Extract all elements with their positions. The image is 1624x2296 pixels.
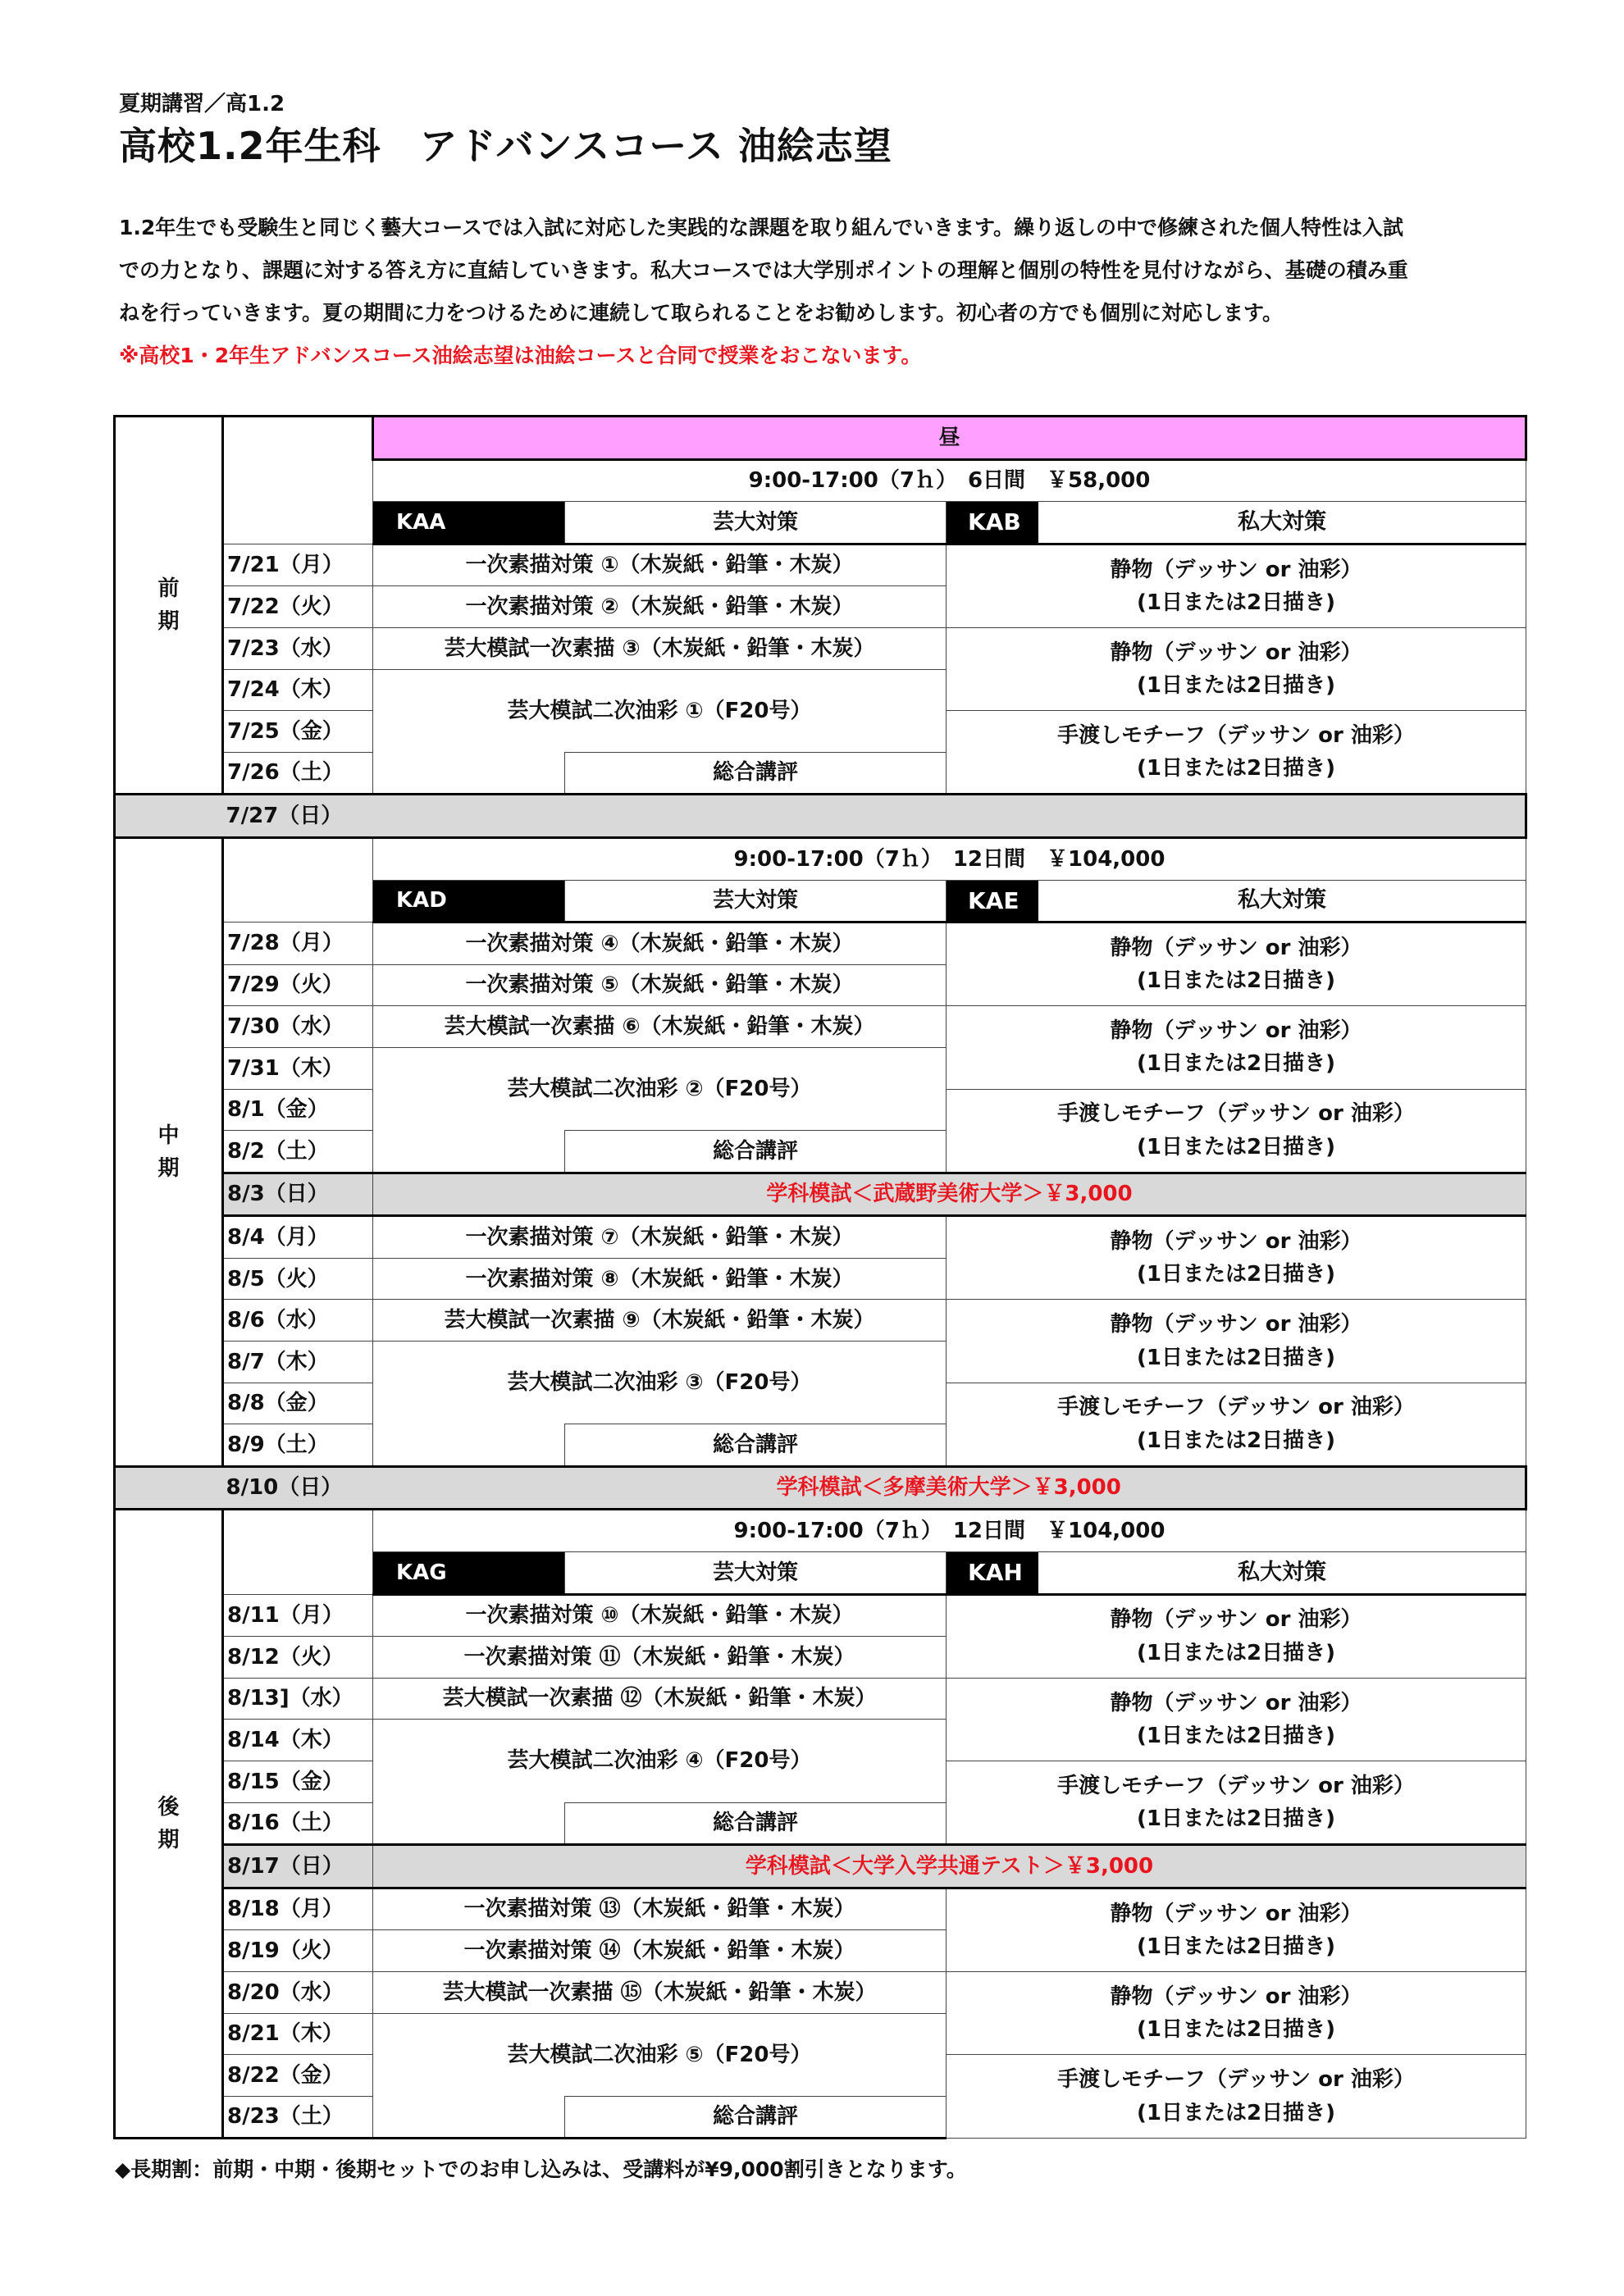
date-cell: 8/18（月）	[223, 1888, 373, 1930]
date-cell: 7/31（木）	[223, 1047, 373, 1089]
priv-task-line: 静物（デッサン or 油彩）	[1110, 1607, 1362, 1633]
term-info: 9:00-17:00（7ｈ） 12日間 ￥104,000	[373, 1510, 1526, 1552]
art-task: 芸大模試一次素描 ③（木炭紙・鉛筆・木炭）	[373, 627, 947, 669]
art-task: 芸大模試一次素描 ⑥（木炭紙・鉛筆・木炭）	[373, 1006, 947, 1048]
priv-task-line: 静物（デッサン or 油彩）	[1110, 1229, 1362, 1255]
priv-task-note: (1日または2日描き)	[1137, 673, 1335, 699]
sogo-cell: 総合講評	[565, 1131, 947, 1173]
date-cell: 7/29（火）	[223, 964, 373, 1006]
art-task: 芸大模試二次油彩 ②（F20号）	[373, 1047, 947, 1130]
art-task: 一次素描対策 ②（木炭紙・鉛筆・木炭）	[373, 586, 947, 628]
priv-task-note: (1日または2日描き)	[1137, 756, 1335, 781]
art-task: 一次素描対策 ⑤（木炭紙・鉛筆・木炭）	[373, 964, 947, 1006]
priv-task-note: (1日または2日描き)	[1137, 1806, 1335, 1832]
priv-task-note: (1日または2日描き)	[1137, 2017, 1335, 2043]
intro-line: ねを行っていきます。夏の期間に力をつけるために連続して取られることをお勧めします。初心者の方でも個別に対応します。	[119, 301, 1284, 325]
art-task: 一次素描対策 ⑭（木炭紙・鉛筆・木炭）	[373, 1930, 947, 1972]
blank-cell	[373, 2096, 565, 2139]
date-cell: 8/5（火）	[223, 1258, 373, 1300]
priv-task	[947, 711, 1526, 795]
column-priv-wrap	[947, 502, 1526, 544]
intro-line: での力となり、課題に対する答え方に直結していきます。私大コースでは大学別ポイントの理解と個別の特性を見付けながら、基礎の積み重	[119, 258, 1408, 282]
date-cell: 8/23（土）	[223, 2096, 373, 2139]
date-cell: 8/9（土）	[223, 1424, 373, 1467]
priv-task-note: (1日または2日描き)	[1137, 1723, 1335, 1748]
course-code-art: KAD	[373, 880, 565, 922]
blank-cell	[223, 417, 373, 544]
art-task: 一次素描対策 ⑧（木炭紙・鉛筆・木炭）	[373, 1258, 947, 1300]
term-label-text: 中期	[157, 1123, 180, 1181]
priv-task-line: 静物（デッサン or 油彩）	[1110, 640, 1362, 665]
sogo-cell: 総合講評	[565, 752, 947, 795]
mock-exam: 学科模試＜大学入学共通テスト＞￥3,000	[373, 1845, 1526, 1888]
blank-cell	[373, 752, 565, 795]
priv-task	[947, 1383, 1526, 1466]
blank-cell	[373, 1131, 565, 1173]
intro-note: ※高校1・2年生アドバンスコース油絵志望は油絵コースと合同で授業をおこないます。	[119, 344, 922, 367]
date-cell: 8/19（火）	[223, 1930, 373, 1972]
term-label	[115, 1510, 223, 2139]
date-cell: 8/3（日）	[223, 1173, 373, 1216]
blank-cell	[373, 1424, 565, 1467]
date-cell: 7/23（水）	[223, 627, 373, 669]
priv-task-note: (1日または2日描き)	[1137, 1428, 1335, 1453]
kicker: 夏期講習／高1.2	[119, 92, 285, 116]
priv-task-note: (1日または2日描き)	[1137, 1134, 1335, 1159]
column-art: 芸大対策	[565, 880, 947, 922]
date-cell: 8/14（木）	[223, 1720, 373, 1761]
column-priv: 私大対策	[1238, 887, 1326, 913]
term-label-text: 前期	[157, 576, 180, 635]
priv-task	[947, 922, 1526, 1006]
column-priv: 私大対策	[1238, 1559, 1326, 1585]
sogo-cell: 総合講評	[565, 1424, 947, 1467]
art-task: 芸大模試一次素描 ⑮（木炭紙・鉛筆・木炭）	[373, 1971, 947, 2013]
mock-exam: 学科模試＜多摩美術大学＞￥3,000	[373, 1466, 1526, 1510]
blank-cell	[115, 1466, 223, 1510]
date-cell: 8/16（土）	[223, 1802, 373, 1845]
priv-task-line: 静物（デッサン or 油彩）	[1110, 1690, 1362, 1715]
priv-task-line: 静物（デッサン or 油彩）	[1110, 1018, 1362, 1044]
priv-task-line: 手渡しモチーフ（デッサン or 油彩）	[1057, 2067, 1415, 2093]
footnote: ◆長期割：前期・中期・後期セットでのお申し込みは、受講料が¥9,000割引きとなります。	[115, 2157, 967, 2181]
date-cell: 8/13]（水）	[223, 1678, 373, 1720]
intro-text	[119, 207, 1521, 377]
date-cell: 8/6（水）	[223, 1300, 373, 1342]
priv-task-note: (1日または2日描き)	[1137, 590, 1335, 615]
date-cell: 7/22（火）	[223, 586, 373, 628]
art-task: 一次素描対策 ④（木炭紙・鉛筆・木炭）	[373, 922, 947, 965]
column-priv-wrap	[947, 880, 1526, 922]
art-task: 芸大模試二次油彩 ①（F20号）	[373, 669, 947, 752]
term-label	[115, 837, 223, 1466]
date-cell: 7/26（土）	[223, 752, 373, 795]
column-art: 芸大対策	[565, 502, 947, 544]
course-code-priv: KAB	[947, 502, 1038, 543]
blank-cell	[223, 1510, 373, 1594]
art-task: 芸大模試二次油彩 ④（F20号）	[373, 1720, 947, 1802]
priv-task	[947, 1594, 1526, 1678]
priv-task-line: 手渡しモチーフ（デッサン or 油彩）	[1057, 1395, 1415, 1420]
art-task: 芸大模試二次油彩 ⑤（F20号）	[373, 2013, 947, 2096]
date-cell: 7/25（金）	[223, 711, 373, 753]
art-task: 芸大模試一次素描 ⑨（木炭紙・鉛筆・木炭）	[373, 1300, 947, 1342]
sogo-cell: 総合講評	[565, 1802, 947, 1845]
priv-task-line: 静物（デッサン or 油彩）	[1110, 1901, 1362, 1926]
priv-task	[947, 627, 1526, 710]
priv-task-note: (1日または2日描き)	[1137, 1640, 1335, 1665]
blank-cell	[115, 795, 223, 838]
priv-task	[947, 1300, 1526, 1383]
date-cell: 8/4（月）	[223, 1216, 373, 1259]
priv-task-line: 手渡しモチーフ（デッサン or 油彩）	[1057, 722, 1415, 748]
priv-task	[947, 1761, 1526, 1845]
priv-task-line: 手渡しモチーフ（デッサン or 油彩）	[1057, 1773, 1415, 1798]
date-cell: 8/22（金）	[223, 2055, 373, 2097]
priv-task-line: 手渡しモチーフ（デッサン or 油彩）	[1057, 1101, 1415, 1127]
term-info: 9:00-17:00（7ｈ） 6日間 ￥58,000	[373, 459, 1526, 502]
date-cell: 8/8（金）	[223, 1383, 373, 1424]
art-task: 一次素描対策 ①（木炭紙・鉛筆・木炭）	[373, 544, 947, 586]
date-cell: 8/21（木）	[223, 2013, 373, 2055]
date-cell: 7/24（木）	[223, 669, 373, 711]
priv-task-note: (1日または2日描き)	[1137, 1345, 1335, 1370]
priv-task	[947, 1678, 1526, 1761]
date-cell: 8/12（火）	[223, 1637, 373, 1679]
blank-cell	[373, 1802, 565, 1845]
priv-task-line: 静物（デッサン or 油彩）	[1110, 1984, 1362, 2009]
intro-line: 1.2年生でも受験生と同じく藝大コースでは入試に対応した実践的な課題を取り組んでいきます。繰り返しの中で修練された個人特性は入試	[119, 216, 1404, 239]
art-task: 芸大模試二次油彩 ③（F20号）	[373, 1342, 947, 1424]
course-code-art: KAG	[373, 1552, 565, 1595]
term-label	[115, 417, 223, 795]
blank-cell	[223, 837, 373, 922]
course-code-priv: KAH	[947, 1552, 1038, 1593]
term-info: 9:00-17:00（7ｈ） 12日間 ￥104,000	[373, 837, 1526, 880]
art-task: 一次素描対策 ⑩（木炭紙・鉛筆・木炭）	[373, 1594, 947, 1637]
priv-task-line: 静物（デッサン or 油彩）	[1110, 935, 1362, 960]
priv-task	[947, 2055, 1526, 2139]
priv-task-note: (1日または2日描き)	[1137, 1934, 1335, 1959]
art-task: 一次素描対策 ⑬（木炭紙・鉛筆・木炭）	[373, 1888, 947, 1930]
priv-task	[947, 1971, 1526, 2054]
page-title: 高校1.2年生科 アドバンスコース 油絵志望	[119, 124, 892, 168]
priv-task	[947, 544, 1526, 627]
date-cell: 7/28（月）	[223, 922, 373, 965]
date-cell: 8/7（木）	[223, 1342, 373, 1383]
priv-task-note: (1日または2日描き)	[1137, 1051, 1335, 1077]
priv-task	[947, 1006, 1526, 1089]
mock-exam	[373, 795, 1526, 838]
column-priv: 私大対策	[1238, 509, 1326, 535]
priv-task	[947, 1089, 1526, 1173]
art-task: 一次素描対策 ⑪（木炭紙・鉛筆・木炭）	[373, 1637, 947, 1679]
date-cell: 8/1（金）	[223, 1089, 373, 1131]
column-priv-wrap	[947, 1552, 1526, 1595]
date-cell: 7/30（水）	[223, 1006, 373, 1048]
art-task: 一次素描対策 ⑦（木炭紙・鉛筆・木炭）	[373, 1216, 947, 1259]
art-task: 芸大模試一次素描 ⑫（木炭紙・鉛筆・木炭）	[373, 1678, 947, 1720]
date-cell: 8/15（金）	[223, 1761, 373, 1803]
date-cell: 8/11（月）	[223, 1594, 373, 1637]
sogo-cell: 総合講評	[565, 2096, 947, 2139]
schedule-table	[113, 415, 1527, 2139]
column-art: 芸大対策	[565, 1552, 947, 1595]
date-cell: 7/27（日）	[223, 795, 373, 838]
date-cell: 8/10（日）	[223, 1466, 373, 1510]
priv-task-note: (1日または2日描き)	[1137, 1262, 1335, 1287]
priv-task-note: (1日または2日描き)	[1137, 968, 1335, 994]
date-cell: 8/17（日）	[223, 1845, 373, 1888]
priv-task-note: (1日または2日描き)	[1137, 2100, 1335, 2125]
priv-task	[947, 1888, 1526, 1971]
hiru-header: 昼	[373, 417, 1526, 460]
course-code-art: KAA	[373, 502, 565, 544]
date-cell: 8/20（水）	[223, 1971, 373, 2013]
date-cell: 8/2（土）	[223, 1131, 373, 1173]
mock-exam: 学科模試＜武蔵野美術大学＞￥3,000	[373, 1173, 1526, 1216]
priv-task-line: 静物（デッサン or 油彩）	[1110, 557, 1362, 582]
priv-task-line: 静物（デッサン or 油彩）	[1110, 1312, 1362, 1337]
priv-task	[947, 1216, 1526, 1300]
term-label-text: 後期	[157, 1795, 180, 1853]
course-code-priv: KAE	[947, 881, 1038, 922]
date-cell: 7/21（月）	[223, 544, 373, 586]
